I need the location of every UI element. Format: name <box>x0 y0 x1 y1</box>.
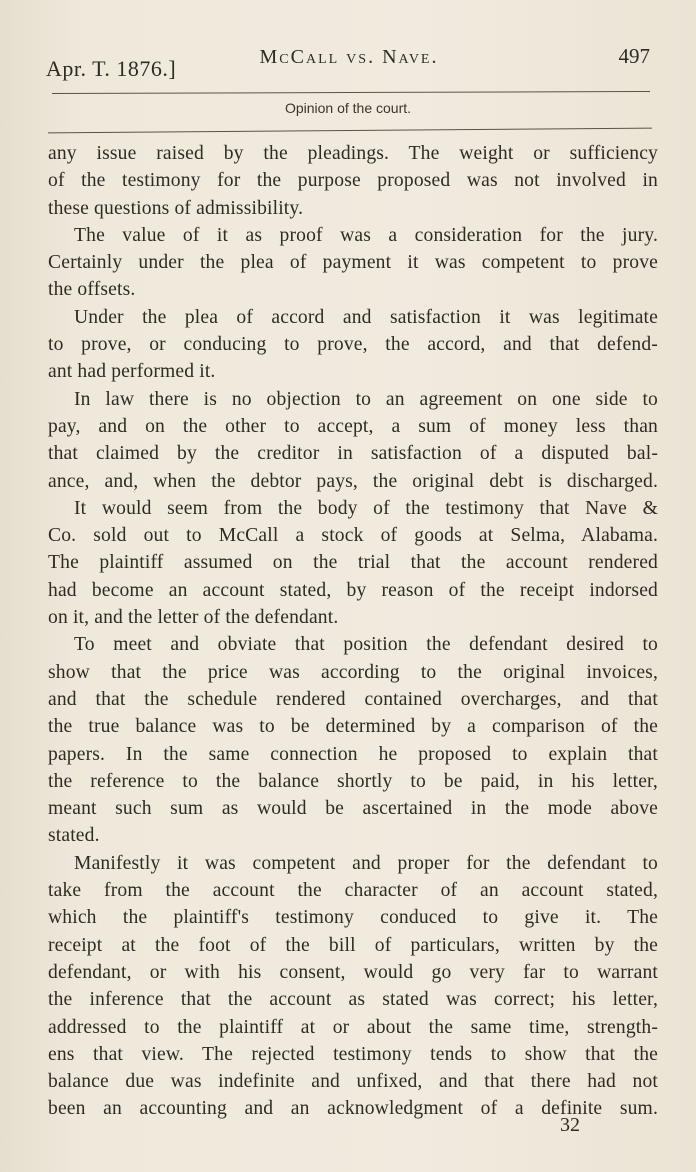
text-line: Manifestly it was competent and proper for the defendant to <box>74 852 658 874</box>
text-line: pay, and on the other to accept, a sum of money less than <box>48 415 658 437</box>
text-line: In law there is no objection to an agreement on one side to <box>74 388 658 410</box>
text-line: been an accounting and an acknowledgment of a definite sum. <box>48 1098 658 1120</box>
text-line: Under the plea of accord and satisfaction it was legitimate <box>74 306 658 328</box>
text-line: The plaintiff assumed on the trial that the account rendered <box>48 552 658 574</box>
text-line: that claimed by the creditor in satisfaction of a disputed bal- <box>48 443 658 465</box>
text-line: ens that view. The rejected testimony tends to show that the <box>48 1043 658 1065</box>
text-line: ant had performed it. <box>48 361 216 383</box>
text-line: to prove, or conducing to prove, the accord, and that defend- <box>48 334 658 356</box>
text-line: Co. sold out to McCall a stock of goods at Selma, Alabama. <box>48 525 658 547</box>
text-line: the offsets. <box>48 279 136 301</box>
header-rule-top <box>52 91 650 94</box>
text-line: of the testimony for the purpose proposed was not involved in <box>48 170 658 192</box>
signature-mark: 32 <box>560 1114 580 1136</box>
text-line: receipt at the foot of the bill of particulars, written by the <box>48 934 658 956</box>
text-line: addressed to the plaintiff at or about the same time, strength- <box>48 1016 658 1038</box>
text-line: the reference to the balance shortly to be paid, in his letter, <box>48 770 658 792</box>
text-line: ance, and, when the debtor pays, the original debt is discharged. <box>48 470 658 492</box>
text-line: Certainly under the plea of payment it was competent to prove <box>48 252 658 274</box>
text-line: To meet and obviate that position the defendant desired to <box>74 634 658 656</box>
text-line: which the plaintiff's testimony conduced to give it. The <box>48 907 658 929</box>
text-line: had become an account stated, by reason of the receipt indorsed <box>48 579 658 601</box>
opinion-text <box>48 140 658 1123</box>
text-line: the inference that the account as stated was correct; his letter, <box>48 989 658 1011</box>
text-line: balance due was indefinite and unfixed, and that there had not <box>48 1071 658 1093</box>
text-line: and that the schedule rendered contained overcharges, and that <box>48 688 658 710</box>
page-number: 497 <box>618 44 650 68</box>
text-line: It would seem from the body of the testimony that Nave & <box>74 497 658 519</box>
text-line: papers. In the same connection he proposed to explain that <box>48 743 658 765</box>
text-line: take from the account the character of an account stated, <box>48 880 658 902</box>
text-line: any issue raised by the pleadings. The weight or sufficiency <box>48 143 658 164</box>
text-line: stated. <box>48 825 100 847</box>
section-heading: Opinion of the court. <box>284 100 412 116</box>
text-line: these questions of admissibility. <box>48 197 304 219</box>
running-head-case-title: McCall vs. Nave. <box>259 46 439 68</box>
text-line: on it, and the letter of the defendant. <box>48 607 339 629</box>
text-line: defendant, or with his consent, would go very far to warrant <box>48 961 658 983</box>
text-line: show that the price was according to the original invoices, <box>48 661 658 683</box>
running-head <box>44 40 654 81</box>
running-head-term: Apr. T. 1876.] <box>46 56 177 81</box>
text-line: The value of it as proof was a consideration for the jury. <box>74 224 658 246</box>
text-line: the true balance was to be determined by a comparison of the <box>48 716 658 738</box>
text-line: meant such sum as would be ascertained in the mode above <box>48 798 658 820</box>
header-rule-bottom <box>48 128 652 134</box>
